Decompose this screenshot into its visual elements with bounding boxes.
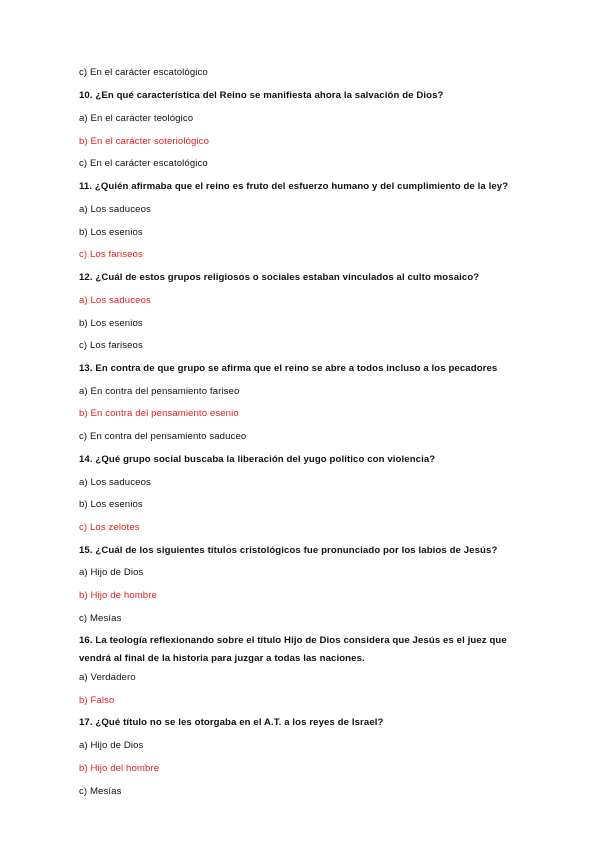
question-12: 12. ¿Cuál de estos grupos religiosos o sociales estaban vinculados al culto mosaico? [79, 272, 480, 283]
correct-answer-line: b) Falso [79, 695, 115, 706]
correct-answer-line: b) En contra del pensamiento esenio [79, 408, 239, 419]
answer-line: c) En el carácter escatológico [79, 158, 208, 169]
answer-line: a) Los saduceos [79, 204, 151, 215]
question-15: 15. ¿Cuál de los siguientes títulos cristológicos fue pronunciado por los labios de Jesús? [79, 545, 498, 556]
answer-line: a) Verdadero [79, 672, 136, 683]
correct-answer-line: c) Los fariseos [79, 249, 143, 260]
question-14: 14. ¿Qué grupo social buscaba la liberación del yugo político con violencia? [79, 454, 436, 465]
answer-line: b) Los esenios [79, 318, 143, 329]
question-11: 11. ¿Quién afirmaba que el reino es fruto del esfuerzo humano y del cumplimiento de la ley? [79, 181, 509, 192]
answer-line: c) En contra del pensamiento saduceo [79, 431, 247, 442]
answer-line: a) Los saduceos [79, 477, 151, 488]
answer-line: c) Los fariseos [79, 340, 143, 351]
question-10: 10. ¿En qué característica del Reino se manifiesta ahora la salvación de Dios? [79, 90, 444, 101]
answer-line: b) Los esenios [79, 499, 143, 510]
answer-line: a) En contra del pensamiento fariseo [79, 386, 240, 397]
answer-line: a) Hijo de Dios [79, 740, 144, 751]
correct-answer-line: c) Los zelotes [79, 522, 140, 533]
correct-answer-line: b) Hijo de hombre [79, 590, 157, 601]
correct-answer-line: a) Los saduceos [79, 295, 151, 306]
question-17: 17. ¿Qué título no se les otorgaba en el A.T. a los reyes de Israel? [79, 717, 384, 728]
question-13: 13. En contra de que grupo se afirma que el reino se abre a todos incluso a los pecadores [79, 363, 498, 374]
answer-line: b) Los esenios [79, 227, 143, 238]
answer-line: c) Mesías [79, 613, 122, 624]
correct-answer-line: b) Hijo del hombre [79, 763, 160, 774]
answer-line: a) En el carácter teológico [79, 113, 194, 124]
answer-line: a) Hijo de Dios [79, 567, 144, 578]
question-16: 16. La teología reflexionando sobre el título Hijo de Dios considera que Jesús es el juez que vendrá al final de la historia para juzgar a todas las naciones. [79, 635, 507, 664]
correct-answer-line: b) En el carácter soteriológico [79, 136, 210, 147]
answer-line: c) Mesías [79, 786, 122, 797]
answer-line: c) En el carácter escatológico [79, 67, 208, 78]
